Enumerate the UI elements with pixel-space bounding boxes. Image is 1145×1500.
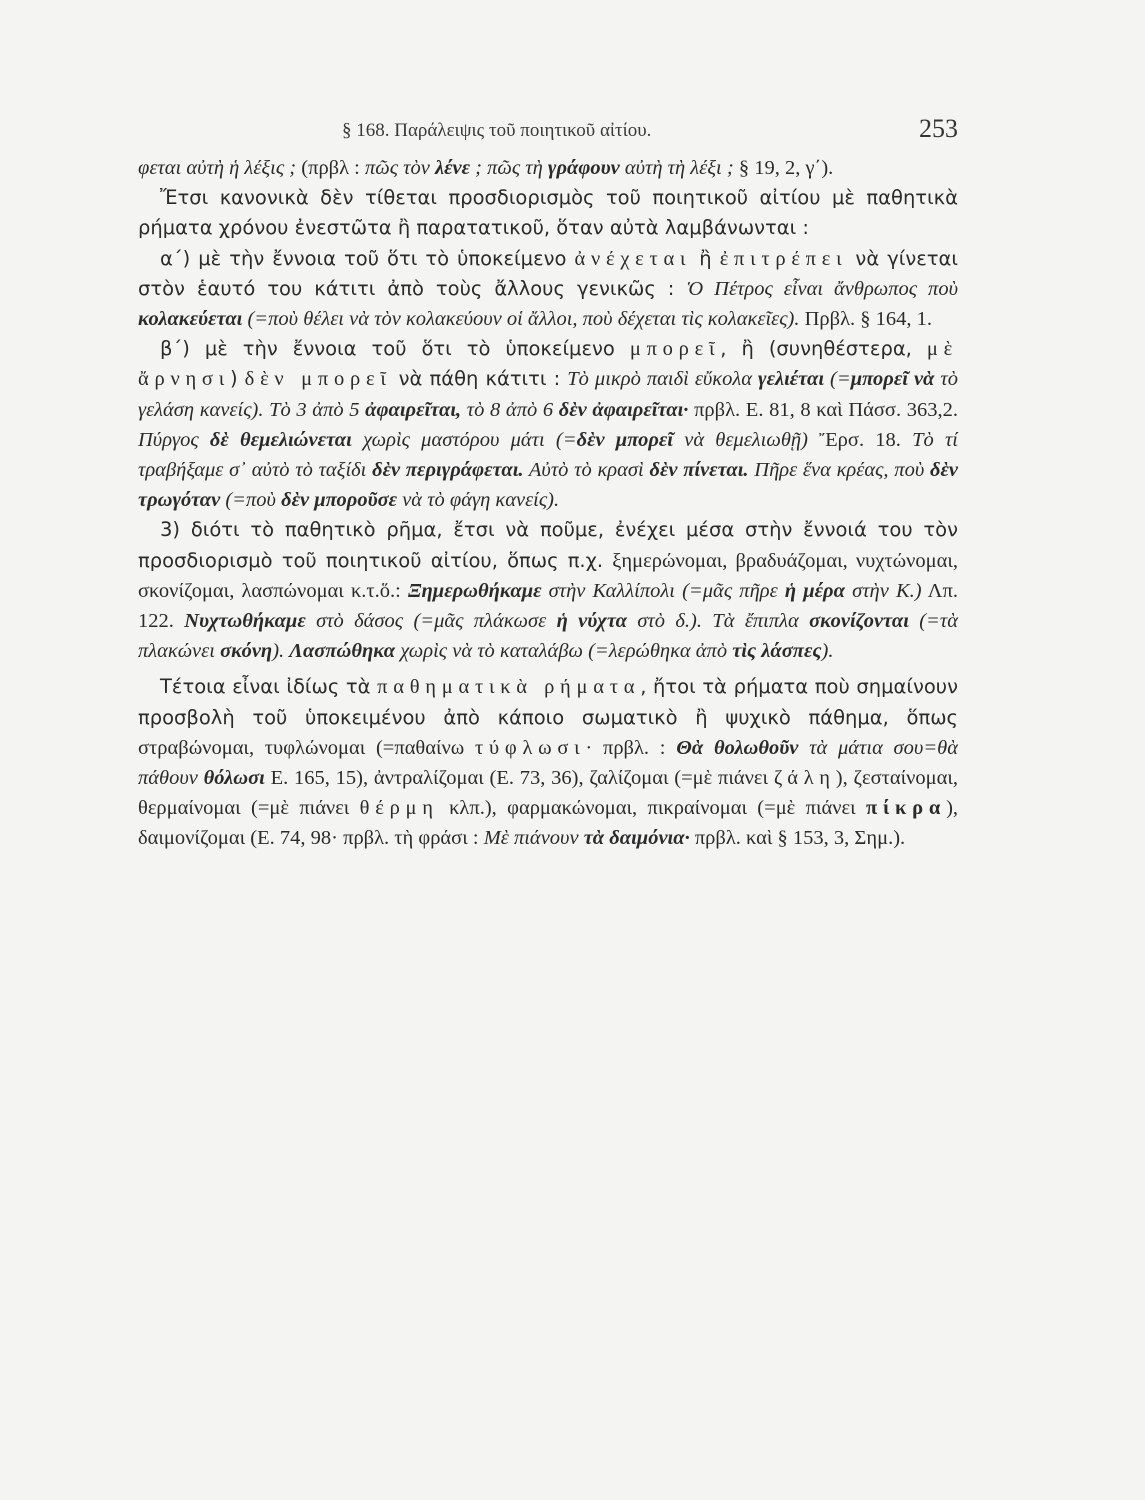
text-run: Νυχτωθήκαμε [184, 610, 306, 633]
text-run: (= [824, 368, 851, 391]
paragraph-continuation [138, 153, 958, 183]
text-run: ; πῶς τὴ [470, 157, 548, 179]
text-run: ). [821, 640, 834, 663]
text-run: γελιέται [758, 368, 825, 391]
text-run: δὲν μποροῦσε [281, 489, 398, 512]
text-run: (=ποὺ θέλει νὰ τὸν κολακεύουν οἱ ἄλλοι, ποὺ δέχεται τὶς κολακεῖες). [242, 308, 800, 331]
text-run: ), ζεσταίνομαι, θερμαίνομαι (=μὲ πιάνει [138, 767, 958, 820]
text-run: στὸ δάσος (=μᾶς πλάκωσε [305, 610, 557, 633]
text-run: μπορεῖ [629, 338, 721, 361]
text-run: ἡ μέρα [784, 579, 845, 602]
text-run: § 19, 2, γ΄). [733, 157, 834, 179]
text-run: χωρὶς νὰ τὸ καταλάβω (=λερώθηκα ἀπὸ [395, 640, 733, 663]
text-run: θέρμη [359, 797, 439, 820]
text-run: στὴν Κ.) [844, 579, 922, 602]
text-run: δὲν τρωγόταν [138, 459, 958, 512]
text-run: Ξημερωθήκαμε [408, 579, 542, 602]
text-run: Θὰ θολωθοῦν [676, 736, 799, 759]
text-run: Ὁ Πέτρος εἶναι ἄνθρωπος ποὺ [686, 277, 958, 300]
text-run: τὶς λάσπες [732, 640, 822, 663]
text-run: δὲν ἀφαιρεῖται· [558, 398, 689, 421]
text-run: γράφουν [547, 157, 620, 179]
text-run: · πρβλ. : [585, 736, 677, 759]
text-run: (πρβλ : [296, 157, 365, 179]
text-run: Ἔτσι κανονικὰ δὲν τίθεται προσδιορισμὸς τοῦ ποιητικοῦ αἰτίου μὲ παθητικὰ ρήματα χρόνου ἐνεστῶτα ἢ παρατατικοῦ, ὅταν αὐτὰ λαμβάνωνται : [138, 186, 958, 240]
text-run: δὲν μπορεῖ [576, 428, 674, 451]
text-run: στὸ δ.). Τὰ ἔπιπλα [626, 610, 810, 633]
text-run: νὰ τὸ φάγη κανείς). [397, 489, 560, 512]
body-text [138, 153, 958, 854]
text-run: 3) διότι τὸ παθητικὸ ρῆμα, ἔτσι νὰ ποῦμε, ἐνέχει μέσα στὴν ἔννοιά του τὸν προσδιορισμὸ τοῦ ποιητικοῦ αἰτίου, ὅπως π.χ. [138, 518, 958, 572]
text-run: δὲν περιγράφεται. [372, 459, 524, 482]
text-run: μὲ ἄρνησι [138, 338, 958, 391]
text-run: τὸ γελάση κανείς). Τὸ 3 ἀπὸ 5 [138, 368, 958, 421]
text-run: ) [229, 367, 245, 391]
text-run: τὰ μάτια σου=θὰ πάθουν [138, 736, 958, 790]
text-run: Τέτοια εἶναι ἰδίως τὰ [160, 675, 378, 699]
text-run: ἀνέχεται [574, 247, 692, 270]
text-run: πίκρα [865, 797, 947, 820]
text-run: Λπ. 122. [138, 579, 958, 633]
text-run: Πύργος [138, 428, 210, 451]
text-run: νὰ γίνεται στὸν ἑαυτό του κάτιτι ἀπὸ τοὺς ἄλλους γενικῶς : [138, 246, 958, 300]
paragraph-rule [138, 183, 958, 243]
text-run: νὰ πάθη κάτιτι : [391, 367, 568, 391]
text-run: β΄) μὲ τὴν ἔννοια τοῦ ὅτι τὸ ὑποκείμενο [160, 337, 630, 361]
page-header [138, 112, 958, 152]
text-run: δὲν πίνεται. [649, 459, 749, 482]
text-run: ), δαιμονίζομαι (Ε. 74, 98· πρβλ. τὴ φράσι : [138, 797, 959, 850]
text-run: αὐτὴ τὴ λέξι ; [619, 157, 734, 179]
text-run: ἀφαιρεῖται, [365, 398, 462, 421]
paragraph-pathetic-verbs [138, 672, 958, 853]
text-run: ξημερώνομαι, βραδυάζομαι, νυχτώνομαι, σκονίζομαι, λασπώνομαι κ.τ.ὅ.: [138, 549, 958, 602]
text-run: (=ποὺ [220, 489, 282, 512]
text-run: κλπ.), φαρμακώνομαι, πικραίνομαι (=μὲ πιάνει [438, 797, 866, 820]
text-run: θόλωσι [203, 767, 265, 790]
text-run: ζάλη [773, 767, 836, 790]
text-run: Ἔρσ. 18. [807, 428, 913, 451]
text-run: σκόνη [220, 640, 273, 663]
text-run: · [684, 827, 690, 850]
paragraph-point-3 [138, 515, 958, 666]
text-run: ἐπιτρέπει [719, 247, 848, 270]
text-run: α΄) μὲ τὴν ἔννοια τοῦ ὅτι τὸ ὑποκείμενο [160, 246, 575, 270]
text-run: στὴν Καλλίπολι (=μᾶς πῆρε [541, 579, 785, 602]
text-run: σκονίζονται [809, 610, 909, 633]
text-run: μπορεῖ νὰ [850, 368, 935, 391]
text-run: Μὲ πιάνουν [483, 827, 584, 850]
text-run: στραβώνομαι, τυφλώνομαι (=παθαίνω [138, 736, 476, 759]
text-run: λένε [435, 157, 471, 179]
text-run: ἢ [691, 246, 720, 270]
text-run: φεται αὐτὴ ἡ λέξις ; [138, 157, 297, 179]
text-run: Αὐτὸ τὸ κρασὶ [523, 459, 650, 482]
text-run: Ε. 165, 15), ἀντραλίζομαι (Ε. 73, 36), ζαλίζομαι (=μὲ πιάνει [264, 767, 774, 790]
text-run: τύφλωσι [475, 736, 586, 759]
text-run: τὰ δαιμόνια [583, 827, 685, 850]
text-run: πρβλ. καὶ § 153, 3, Σημ.). [689, 827, 906, 850]
text-run: Πῆρε ἕνα κρέας, ποὺ [748, 459, 930, 482]
text-run: νὰ θεμελιωθῇ) [673, 428, 808, 451]
text-run: , ἤτοι τὰ ρήματα ποὺ σημαίνουν προσβολὴ τοῦ ὑποκειμένου ἀπὸ κάποιο σωματικὸ ἢ ψυχικὸ πάθημα, ὅπως [138, 675, 958, 729]
text-run: δὲν μπορεῖ [244, 368, 392, 391]
text-run: ). [272, 640, 290, 663]
text-run: (=τὰ πλακώνει [138, 610, 958, 663]
text-run: ἡ νύχτα [556, 610, 627, 633]
text-run: Τὸ τί τραβήξαμε σ᾿ αὐτὸ τὸ ταξίδι [138, 428, 958, 482]
page-number: 253 [919, 114, 958, 143]
text-run: Λασπώθηκα [289, 640, 396, 663]
running-head: § 168. Παράλειψις τοῦ ποιητικοῦ αἰτίου. [342, 120, 652, 141]
text-run: τὸ 8 ἀπὸ 6 [461, 398, 559, 421]
text-run: χωρὶς μαστόρου μάτι (= [351, 428, 577, 451]
text-run: Τὸ μικρὸ παιδὶ εὔκολα [567, 368, 759, 391]
text-run: δὲ θεμελιώνεται [209, 428, 352, 451]
paragraph-case-b [138, 334, 958, 515]
paragraph-case-a [138, 244, 958, 335]
text-run: κολακεύεται [138, 308, 243, 331]
text-run: πῶς τὸν [365, 157, 435, 179]
text-run: παθηματικὰ ρήματα [377, 676, 641, 699]
text-run: Πρβλ. § 164, 1. [799, 308, 933, 331]
text-run: πρβλ. Ε. 81, 8 καὶ Πάσσ. 363,2. [688, 398, 958, 421]
text-run: , ἢ (συνηθέστερα, [720, 337, 927, 361]
